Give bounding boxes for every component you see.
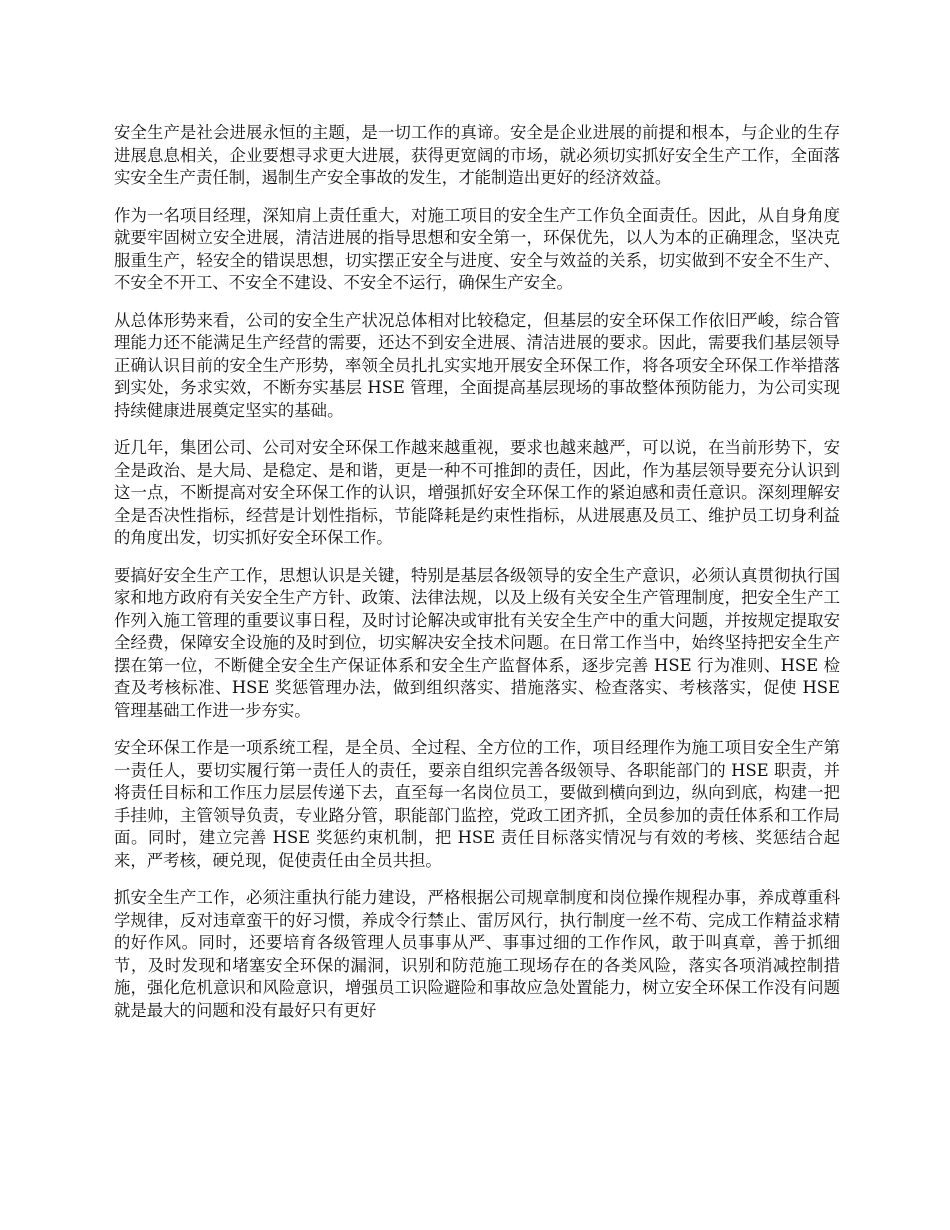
paragraph-7: 抓安全生产工作，必须注重执行能力建设，严格根据公司规章制度和岗位操作规程办事，养成尊重科学规律，反对违章蛮干的好习惯，养成令行禁止、雷厉风行，执行制度一丝不苟、完成工作精益求精的好作风。同时，还要培育各级管理人员事事从严、事事过细的工作作风，敢于叫真章，善于抓细节，及时发现和堵塞安全环保的漏洞，识别和防范施工现场存在的各类风险，落实各项消减控制措施，强化危机意识和风险意识，增强员工识险避险和事故应急处置能力，树立安全环保工作没有问题就是最大的问题和没有最好只有更好	[114, 888, 840, 1020]
paragraph-1: 安全生产是社会进展永恒的主题，是一切工作的真谛。安全是企业进展的前提和根本，与企业的生存进展息息相关，企业要想寻求更大进展，获得更宽阔的市场，就必须切实抓好安全生产工作，全面落实安全生产责任制，遏制生产安全事故的发生，才能制造出更好的经济效益。	[114, 123, 840, 187]
paragraph-4: 近几年，集团公司、公司对安全环保工作越来越重视，要求也越来越严，可以说，在当前形势下，安全是政治、是大局、是稳定、是和谐，更是一种不可推卸的责任，因此，作为基层领导要充分认识到这一点，不断提高对安全环保工作的认识，增强抓好安全环保工作的紧迫感和责任意识。深刻理解安全是否决性指标，经营是计划性指标，节能降耗是约束性指标，从进展惠及员工、维护员工切身利益的角度出发，切实抓好安全环保工作。	[114, 438, 840, 547]
paragraph-6: 安全环保工作是一项系统工程，是全员、全过程、全方位的工作，项目经理作为施工项目安全生产第一责任人，要切实履行第一责任人的责任，要亲自组织完善各级领导、各职能部门的 HSE 职责，并将责任目标和工作压力层层传递下去，直至每一名岗位员工，要做到横向到边，纵向到底，构建一把手挂帅，主管领导负责，专业路分管，职能部门监控，党政工团齐抓，全员参加的责任体系和工作局面。同时，建立完善 HSE 奖惩约束机制，把 HSE 责任目标落实情况与有效的考核、奖惩结合起来，严考核，硬兑现，促使责任由全员共担。	[114, 738, 840, 870]
paragraph-3: 从总体形势来看，公司的安全生产状况总体相对比较稳定，但基层的安全环保工作依旧严峻，综合管理能力还不能满足生产经营的需要，还达不到安全进展、清洁进展的要求。因此，需要我们基层领导正确认识目前的安全生产形势，率领全员扎扎实实地开展安全环保工作，将各项安全环保工作举措落到实处，务求实效，不断夯实基层 HSE 管理，全面提高基层现场的事故整体预防能力，为公司实现持续健康进展奠定坚实的基础。	[114, 310, 840, 420]
paragraph-5: 要搞好安全生产工作，思想认识是关键，特别是基层各级领导的安全生产意识，必须认真贯彻执行国家和地方政府有关安全生产方针、政策、法律法规，以及上级有关安全生产管理制度，把安全生产工作列入施工管理的重要议事日程，及时讨论解决或审批有关安全生产中的重大问题，并按规定提取安全经费，保障安全设施的及时到位，切实解决安全技术问题。在日常工作当中，始终坚持把安全生产摆在第一位，不断健全安全生产保证体系和安全生产监督体系，逐步完善 HSE 行为准则、HSE 检查及考核标准、HSE 奖惩管理办法，做到组织落实、措施落实、检查落实、考核落实，促使 HSE 管理基础工作进一步夯实。	[114, 565, 840, 720]
document-body	[114, 122, 840, 1037]
paragraph-2: 作为一名项目经理，深知肩上责任重大，对施工项目的安全生产工作负全面责任。因此，从自身角度就要牢固树立安全进展，清洁进展的指导思想和安全第一，环保优先，以人为本的正确理念，坚决克服重生产，轻安全的错误思想，切实摆正安全与进度、安全与效益的关系，切实做到不安全不生产、不安全不开工、不安全不建设、不安全不运行，确保生产安全。	[114, 205, 840, 292]
